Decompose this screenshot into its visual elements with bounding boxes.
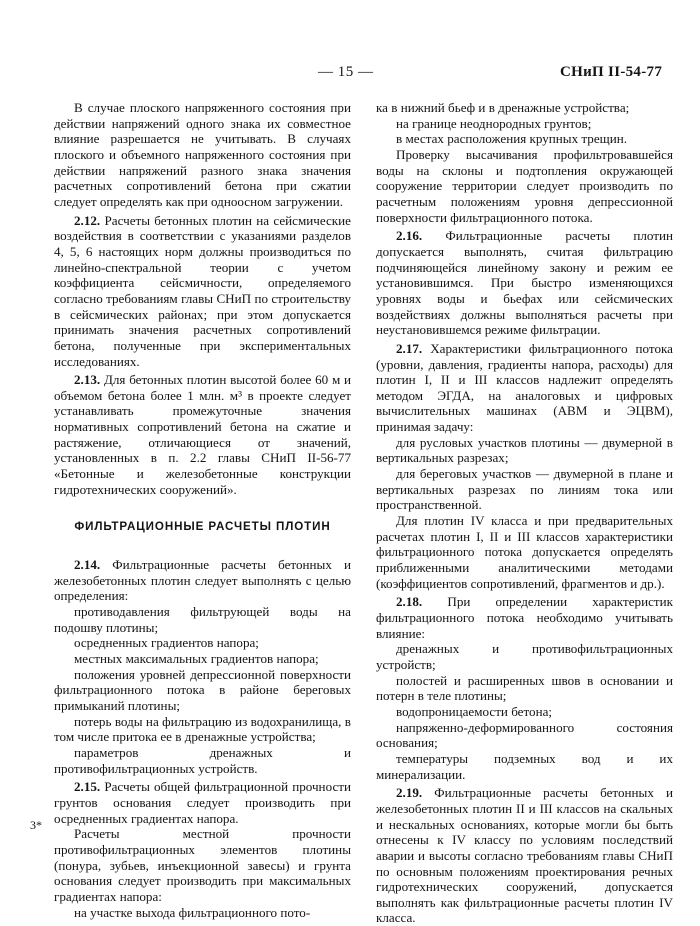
paragraph-text: местных максимальных градиентов напора; xyxy=(74,651,319,666)
paragraph xyxy=(376,641,673,672)
paragraph xyxy=(376,466,673,513)
clause-number: 2.19. xyxy=(396,785,423,801)
paragraph-text: напряженно-деформированного состояния основания; xyxy=(376,719,673,751)
clause-paragraph xyxy=(376,785,673,926)
clause-number: 2.12. xyxy=(74,212,101,228)
section-heading: ФИЛЬТРАЦИОННЫЕ РАСЧЕТЫ ПЛОТИН xyxy=(74,520,331,534)
paragraph-text: Для плотин IV класса и при предварительных расчетах плотин I, II и III классов характеристики фильтрационного потока допускается определять приближенными аналитическими методами (коэффициентов сопротивлений, фрагментов и др.). xyxy=(376,513,673,591)
left-column xyxy=(54,100,351,920)
paragraph xyxy=(376,131,673,147)
document-code: СНиП II-54-77 xyxy=(560,64,663,80)
sheet-mark: 3* xyxy=(30,818,42,832)
paragraph xyxy=(54,100,351,210)
paragraph xyxy=(54,905,351,921)
paragraph-text: Для бетонных плотин высотой более 60 м и объемом бетона более 1 млн. м³ в проекте следует устанавливать промежуточные значения нормативных сопротивлений бетона на сжатие и растяжение, отличающиеся от значений, установленных в п. 2.2 главы СНиП II-56-77 «Бетонные и железобетонные конструкции гидротехнических сооружений». xyxy=(54,372,351,497)
right-column xyxy=(376,100,673,926)
paragraph xyxy=(376,147,673,225)
clause-paragraph xyxy=(376,341,673,435)
paragraph-text: В случае плоского напряженного состояния при действии напряжений одного знака их совместное влияние разрешается не учитывать. В случаях плоского и объемного напряженного состояния при действии напряжений разного знака значения расчетных сопротивлений бетона при сжатии следует определять как при одноосном загружении. xyxy=(54,100,351,209)
paragraph-text: для береговых участков — двумерной в плане и вертикальных разрезах по линиям тока или пространственной. xyxy=(376,466,673,513)
paragraph xyxy=(54,745,351,776)
paragraph xyxy=(376,100,673,116)
paragraph xyxy=(54,667,351,714)
clause-paragraph xyxy=(54,372,351,497)
paragraph xyxy=(54,635,351,651)
paragraph-text: для русловых участков плотины — двумерной в вертикальных разрезах; xyxy=(376,434,673,466)
clause-number: 2.17. xyxy=(396,340,423,356)
paragraph-text: Расчеты бетонных плотин на сейсмические воздействия в соответствии с указаниями разделов 4, 5, 6 настоящих норм должны производиться по линейно-спектральной теории с учетом коэффициента сейсмичности, определяемого согласно требованиям главы СНиП по строительству в сейсмических районах; при этом допускается принимать значения расчетных сопротивлений бетона, полученные при экспериментальных исследованиях. xyxy=(54,212,351,369)
clause-number: 2.13. xyxy=(74,372,101,388)
paragraph xyxy=(376,673,673,704)
paragraph-text: на границе неоднородных грунтов; xyxy=(396,115,592,131)
paragraph-text: Характеристики фильтрационного потока (уровни, давления, градиенты напора, расходы) для плотин I, II и III классов надлежит определять методом ЭГДА, на аналоговых и цифровых вычислительных машинах (АВМ и ЭЦВМ), принимая задачу: xyxy=(376,340,673,435)
paragraph-text: противодавления фильтрующей воды на подошву плотины; xyxy=(54,604,351,635)
paragraph-text: Расчеты общей фильтрационной прочности грунтов основания следует производить при осредненных градиентах напора. xyxy=(54,779,351,826)
paragraph xyxy=(54,651,351,667)
paragraph-text: Расчеты местной прочности противофильтрационных элементов плотины (понура, зубьев, инъекционной завесы) и грунта основания следует производить при максимальных градиентах напора: xyxy=(54,826,351,904)
clause-number: 2.14. xyxy=(74,557,101,573)
page-number: — 15 — xyxy=(318,64,374,80)
paragraph xyxy=(376,704,673,720)
paragraph xyxy=(54,714,351,745)
clause-paragraph xyxy=(54,779,351,826)
clause-number: 2.16. xyxy=(396,228,423,244)
paragraph-text: дренажных и противофильтрационных устройств; xyxy=(376,641,673,672)
paragraph-text: полостей и расширенных швов в основании и потерн в теле плотины; xyxy=(376,672,673,704)
paragraph-text: в местах расположения крупных трещин. xyxy=(396,131,628,147)
paragraph xyxy=(54,826,351,904)
paragraph-text: на участке выхода фильтрационного пото- xyxy=(74,904,311,920)
paragraph-text: Фильтрационные расчеты бетонных и железобетонных плотин II и III классов на скальных и нескальных основаниях, которые могли бы быть отнесены к IV классу по условиям последствий аварии и высоты согласно требованиям главы СНиП по основным положениям проектирования речных гидротехнических сооружений, допускается выполнять как фильтрационные расчеты плотин IV класса. xyxy=(376,785,673,926)
paragraph xyxy=(54,604,351,635)
paragraph xyxy=(376,116,673,132)
clause-paragraph xyxy=(54,213,351,370)
paragraph-text: ка в нижний бьеф и в дренажные устройства; xyxy=(376,100,630,115)
clause-number: 2.15. xyxy=(74,779,101,795)
paragraph xyxy=(376,513,673,591)
paragraph xyxy=(376,720,673,751)
paragraph-text: температуры подземных вод и их минерализации. xyxy=(376,750,673,782)
clause-paragraph xyxy=(376,228,673,338)
clause-paragraph xyxy=(54,557,351,604)
paragraph-text: потерь воды на фильтрацию из водохранилища, в том числе притока ее в дренажные устройства; xyxy=(54,713,351,745)
paragraph-text: водопроницаемости бетона; xyxy=(396,703,553,719)
paragraph-text: Фильтрационные расчеты плотин допускается выполнять, считая фильтрацию подчиняющейся линейному закону и режим ее установившимся. При быстро изменяющихся уровнях воды и бьефах или сейсмических воздействиях должны выполняться расчеты при неустановившемся режиме фильтрации. xyxy=(376,228,673,338)
paragraph-text: положения уровней депрессионной поверхности фильтрационного потока в районе береговых примыканий плотины; xyxy=(54,666,351,713)
clause-paragraph xyxy=(376,594,673,641)
paragraph-text: осредненных градиентов напора; xyxy=(74,635,259,651)
paragraph-text: При определении характеристик фильтрационного потока необходимо учитывать влияние: xyxy=(376,594,673,641)
clause-number: 2.18. xyxy=(396,594,423,610)
paragraph xyxy=(376,435,673,466)
paragraph xyxy=(376,751,673,782)
paragraph-text: Проверку высачивания профильтровавшейся воды на склоны и подтопления окружающей сооружение территории следует производить по расчетным положениям уровня депрессионной поверхности фильтрационного потока. xyxy=(376,146,673,225)
paragraph-text: параметров дренажных и противофильтрационных устройств. xyxy=(54,744,351,776)
paragraph-text: Фильтрационные расчеты бетонных и железобетонных плотин следует выполнять с целью определения: xyxy=(54,557,351,604)
